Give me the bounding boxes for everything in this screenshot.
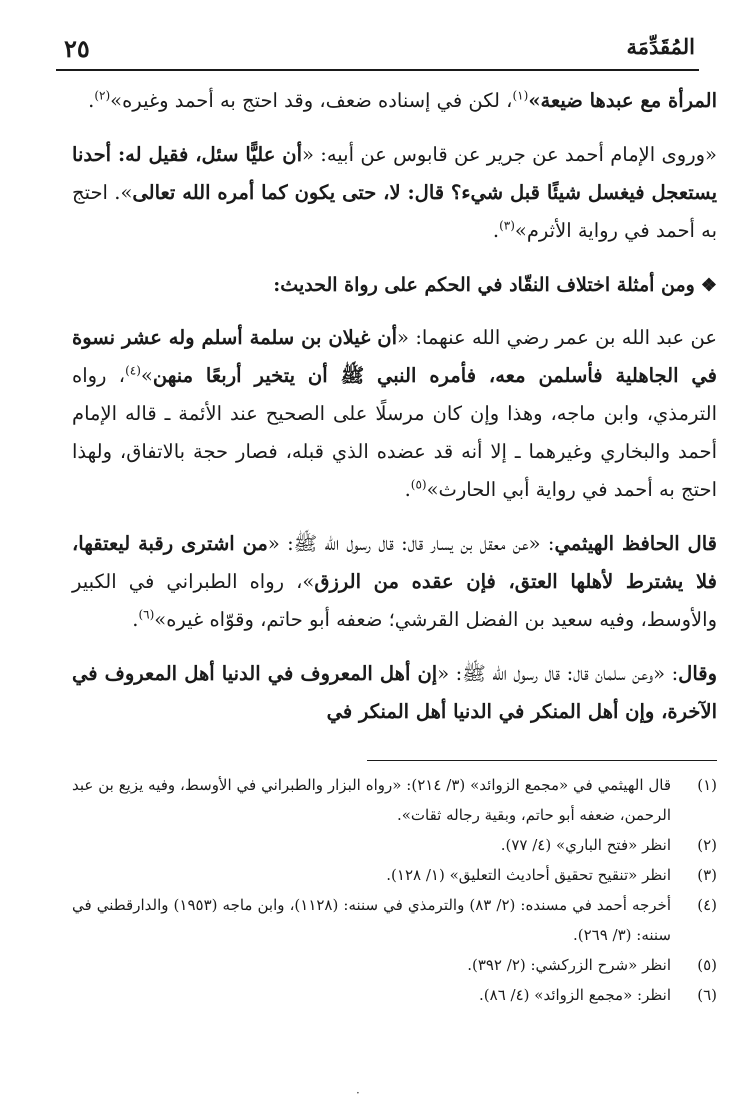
punctuation: . xyxy=(492,219,500,242)
footnote-text: قال الهيثمي في «مجمع الزوائد» (٣/ ٢١٤): «رواه البزار والطبراني في الأوسط، وفيه يزيع بن عبد الرحمن، ضعفه أبو حاتم، وبقية رجاله ثقات». xyxy=(72,776,672,824)
footnote-number: (٤) xyxy=(697,896,717,914)
hadith-text: أن عليًّا سئل، فقيل له: أحدنا يستعجل فيغسل شيئًا قبل شيء؟ قال: لا، حتى يكون كما أمره الله تعالى xyxy=(72,143,717,204)
main-text xyxy=(72,82,717,747)
paragraph-text: عن عبد الله بن عمر رضي الله عنهما: « xyxy=(397,326,717,349)
running-title: المُقَدِّمَة xyxy=(626,34,695,59)
footnote-ref: (٤) xyxy=(125,363,141,378)
footnote-ref: (٥) xyxy=(410,477,427,492)
footnote-number: (٥) xyxy=(697,956,717,974)
footnote-item xyxy=(72,980,717,1010)
footnote-ref: (٢) xyxy=(94,88,111,103)
footnote-item xyxy=(72,890,717,950)
footnote-text: انظر: «مجمع الزوائد» (٤/ ٨٦). xyxy=(479,986,671,1004)
punctuation: . xyxy=(88,89,95,112)
speaker-label: قال الحافظ الهيثمي xyxy=(554,532,717,555)
diamond-bullet-icon: ❖ xyxy=(700,275,717,296)
paragraph-text: «وروى الإمام أحمد عن جرير عن قابوس عن أبيه: « xyxy=(302,143,717,166)
paragraph-text: »، رواه الطبراني في الكبير والأوسط، وفيه سعيد بن الفضل القرشي؛ ضعفه أبو حاتم، وقوّاه غيره» xyxy=(72,570,717,631)
footnote-ref: (١) xyxy=(512,88,529,103)
footnote-ref: (٣) xyxy=(499,218,515,233)
punctuation: . xyxy=(404,478,411,501)
page-header xyxy=(56,28,699,62)
footnote-text: أخرجه أحمد في مسنده: (٢/ ٨٣) والترمذي في سننه: (١١٢٨)، وابن ماجه (١٩٥٣) والدارقطني في سننه: (٣/ ٢٦٩). xyxy=(72,896,671,944)
paragraph-4 xyxy=(72,525,717,639)
footnotes xyxy=(72,770,717,1010)
footnote-ref: (٦) xyxy=(138,607,155,622)
footnote-text: انظر «فتح الباري» (٤/ ٧٧). xyxy=(500,836,671,854)
section-heading-text: ومن أمثلة اختلاف النقّاد في الحكم على رواة الحديث: xyxy=(273,274,695,296)
speaker-label: وقال xyxy=(678,662,718,685)
paragraph-text: ». احتج به أحمد في رواية الأثرم» xyxy=(72,181,717,242)
section-heading xyxy=(72,266,717,305)
punctuation: . xyxy=(132,608,139,631)
paragraph-text: ، رواه الترمذي، وابن ماجه، وهذا وإن كان مرسلًا على الصحيح عند الأئمة ـ قاله الإمام أحمد والبخاري وغيرهما ـ إلا أنه قد عضده الذي قبله، فصار حجة بالاتفاق، ولهذا احتج به أحمد في رواية أبي الحارث» xyxy=(72,364,717,501)
paragraph-text: : «عن معقل بن يسار قال: قال رسول الله ﷺ: « xyxy=(267,532,555,555)
footnote-number: (٢) xyxy=(697,836,717,854)
hadith-text: المرأة مع عبدها ضيعة» xyxy=(528,89,717,112)
hadith-text: من اشترى رقبة ليعتقها، فلا يشترط لأهلها العتق، فإن عقده من الرزق xyxy=(72,532,717,593)
paragraph-2 xyxy=(72,136,717,250)
footnote-number: (٣) xyxy=(697,866,717,884)
paragraph-5 xyxy=(72,655,717,731)
footnote-item xyxy=(72,950,717,980)
paragraph-3 xyxy=(72,319,717,509)
footnote-number: (٦) xyxy=(697,986,717,1004)
footnote-text: انظر «شرح الزركشي: (٢/ ٣٩٢). xyxy=(467,956,671,974)
punctuation: » xyxy=(140,364,153,387)
footnote-item xyxy=(72,830,717,860)
scan-speck: · xyxy=(356,1086,360,1100)
footnote-item xyxy=(72,770,717,830)
hadith-text: أن غيلان بن سلمة أسلم وله عشر نسوة في الجاهلية فأسلمن معه، فأمره النبي ﷺ أن يتخير أربعًا منهن xyxy=(72,326,717,387)
footnote-text: انظر «تنقيح تحقيق أحاديث التعليق» (١/ ١٢٨). xyxy=(386,866,671,884)
paragraph-text: ، لكن في إسناده ضعف، وقد احتج به أحمد وغيره» xyxy=(110,89,513,112)
paragraph-1 xyxy=(72,82,717,120)
footnote-separator xyxy=(367,760,717,761)
footnote-number: (١) xyxy=(697,776,717,794)
hadith-text: إن أهل المعروف في الدنيا أهل المعروف في الآخرة، وإن أهل المنكر في الدنيا أهل المنكر في xyxy=(72,662,717,723)
footnote-item xyxy=(72,860,717,890)
page-number: ٢٥ xyxy=(64,34,90,63)
paragraph-text: : «وعن سلمان قال: قال رسول الله ﷺ: « xyxy=(437,662,679,685)
header-rule xyxy=(56,69,699,71)
